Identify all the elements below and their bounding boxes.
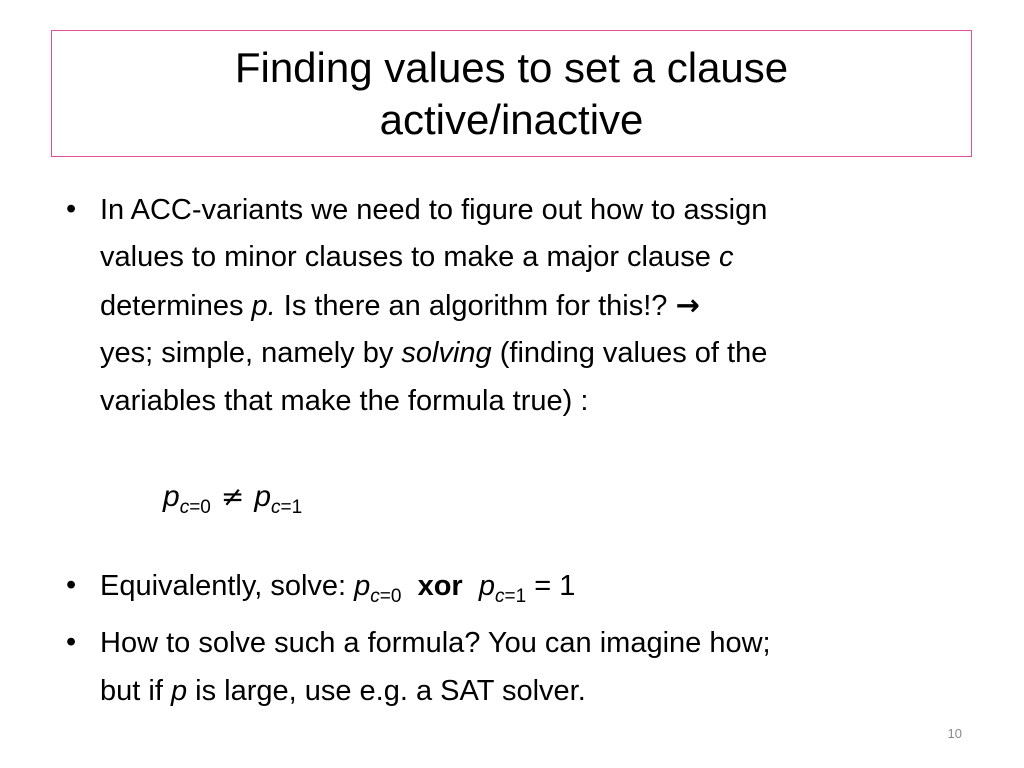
title-line-1: Finding values to set a clause: [234, 43, 789, 91]
bullet-1-line-5: variables that make the formula true) :: [100, 385, 589, 417]
inequality-formula: $p_{c=0} \ne p_{c=1}$: [163, 480, 303, 518]
page-number: 10: [947, 726, 962, 741]
bullet-1-line-4: yes; simple, namely by solving (finding values of the: [100, 337, 768, 369]
title-line-2: active/inactive: [379, 95, 644, 143]
not-equal-symbol: ≠: [220, 480, 245, 513]
var-p: p.: [251, 290, 276, 322]
bullet-3-marker: •: [66, 626, 77, 658]
bullet-1-line-3: determines p. Is there an algorithm for this!? →: [100, 288, 700, 322]
xor-operator: xor: [417, 570, 463, 602]
bullet-1-line-2: values to minor clauses to make a major clause c: [100, 241, 734, 273]
bullet-2-line: Equivalently, solve: $p_{c=0}$ xor $p_{c=1} = 1$: [100, 570, 576, 607]
bullet-3-line-2: but if p is large, use e.g. a SAT solver.: [100, 675, 586, 707]
arrow-right-icon: →: [675, 288, 700, 322]
solving-emphasis: solving: [401, 337, 492, 369]
bullet-3-line-1: How to solve such a formula? You can imagine how;: [100, 627, 771, 659]
bullet-1-marker: •: [66, 193, 77, 225]
bullet-2-marker: •: [66, 569, 77, 601]
var-c: c: [718, 241, 734, 273]
bullet-1-line-1: In ACC-variants we need to figure out how to assign: [100, 194, 768, 226]
